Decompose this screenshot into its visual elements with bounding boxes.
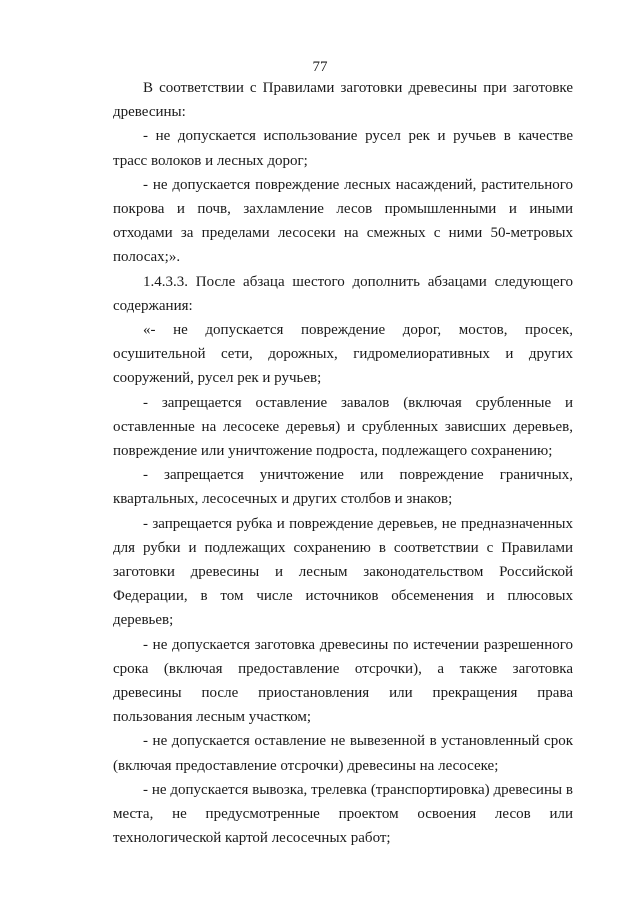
paragraph: - не допускается использование русел рек и ручьев в качестве трасс волоков и лесных дорог; — [113, 128, 573, 169]
paragraph: - запрещается оставление завалов (включая срубленные и оставленные на лесосеке деревья) и срубленных зависших деревьев, повреждение или уничтожение подроста, подлежащего сохранению; — [113, 394, 573, 460]
paragraph: - не допускается заготовка древесины по истечении разрешенного срока (включая предоставление отсрочки), а также заготовка древесины после приостановления или прекращения права пользования лесным участком; — [113, 636, 573, 726]
paragraph: - не допускается повреждение лесных насаждений, растительного покрова и почв, захламление лесов промышленными и иными отходами за пределами лесосеки на смежных с ними 50-метровых полосах;». — [113, 176, 573, 266]
paragraph: В соответствии с Правилами заготовки древесины при заготовке древесины: — [113, 80, 573, 121]
paragraph: «- не допускается повреждение дорог, мостов, просек, осушительной сети, дорожных, гидромелиоративных и других сооружений, русел рек и ручьев; — [113, 322, 573, 387]
document-body — [113, 76, 573, 851]
paragraph: - не допускается оставление не вывезенной в установленный срок (включая предоставление отсрочки) древесины на лесосеке; — [113, 733, 573, 774]
paragraph: - запрещается уничтожение или повреждение граничных, квартальных, лесосечных и других столбов и знаков; — [113, 467, 573, 508]
page-number: 77 — [312, 59, 328, 75]
paragraph: 1.4.3.3. После абзаца шестого дополнить абзацами следующего содержания: — [113, 273, 573, 314]
paragraph: - запрещается рубка и повреждение деревьев, не предназначенных для рубки и подлежащих сохранению в соответствии с Правилами заготовки древесины и лесным законодательством Российской Федерации, в том числе источников обсеменения и плюсовых деревьев; — [113, 515, 573, 629]
paragraph: - не допускается вывозка, трелевка (транспортировка) древесины в места, не предусмотренные проектом освоения лесов или технологической картой лесосечных работ; — [113, 781, 573, 847]
